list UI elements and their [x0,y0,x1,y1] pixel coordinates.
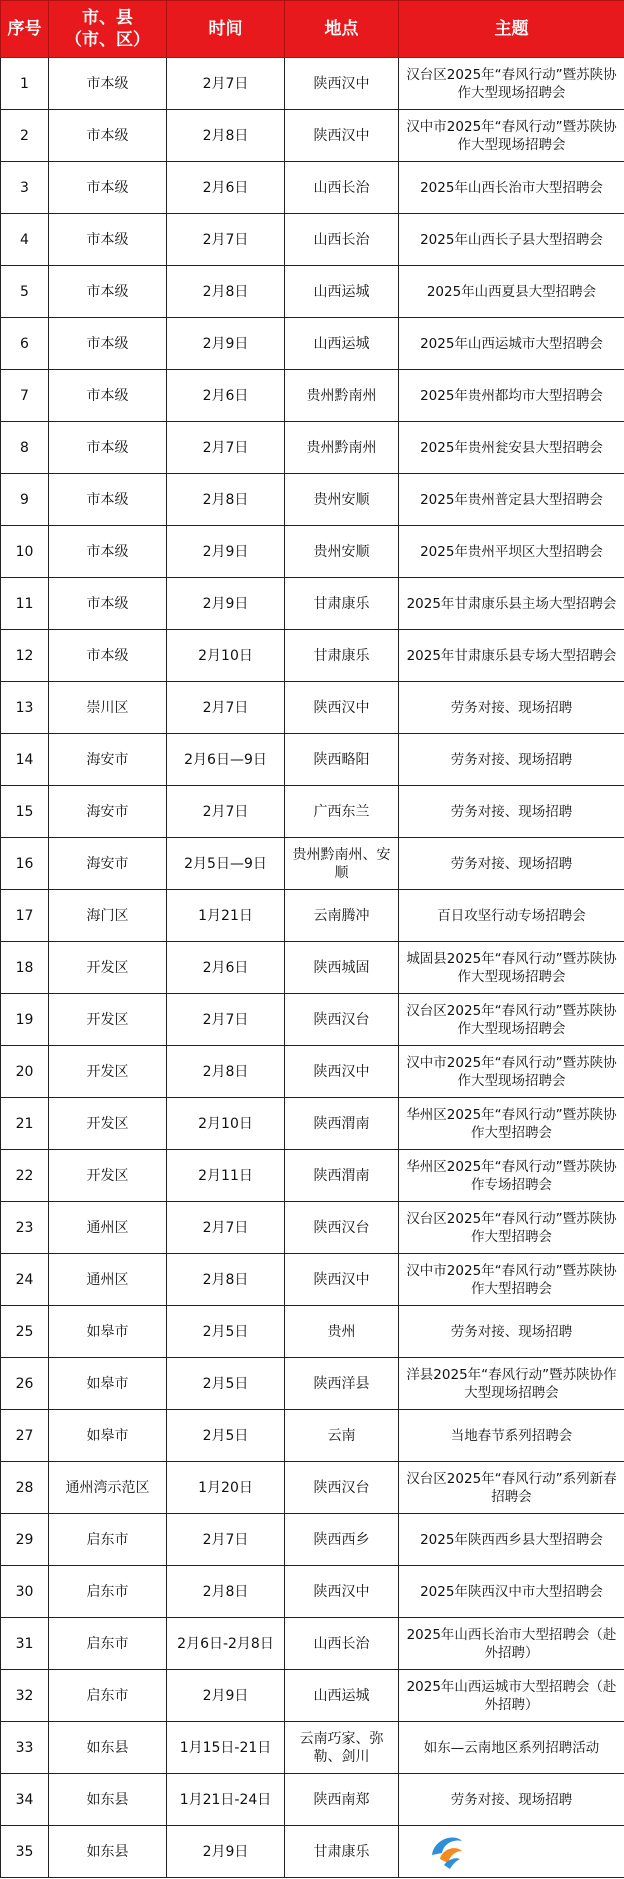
cell-city: 开发区 [49,942,167,994]
table-row [1,994,624,1046]
cell-no: 2 [1,110,49,162]
cell-place: 甘肃康乐 [285,578,399,630]
table-row [1,1098,624,1150]
cell-city: 市本级 [49,110,167,162]
cell-time: 2月7日 [167,786,285,838]
cell-theme: 2025年山西长治市大型招聘会 [399,162,624,214]
cell-place: 陕西略阳 [285,734,399,786]
cell-theme: 劳务对接、现场招聘 [399,786,624,838]
cell-time: 2月6日 [167,370,285,422]
cell-theme: 洋县2025年“春风行动”暨苏陕协作大型现场招聘会 [399,1358,624,1410]
cell-no: 35 [1,1826,49,1878]
cell-time: 2月6日 [167,942,285,994]
table-row [1,1306,624,1358]
header-city: 市、县 （市、区） [49,1,167,58]
cell-time: 2月7日 [167,1514,285,1566]
cell-no: 21 [1,1098,49,1150]
cell-theme: 劳务对接、现场招聘 [399,1774,624,1826]
cell-time: 2月9日 [167,1670,285,1722]
cell-time: 2月7日 [167,58,285,110]
table-row [1,162,624,214]
cell-city: 市本级 [49,266,167,318]
cell-theme: 劳务对接、现场招聘 [399,838,624,890]
cell-theme: 2025年贵州瓮安县大型招聘会 [399,422,624,474]
cell-theme: 汉台区2025年“春风行动”暨苏陕协作大型现场招聘会 [399,994,624,1046]
table-header-row [1,1,624,58]
cell-theme: 汉台区2025年“春风行动”暨苏陕协作大型现场招聘会 [399,58,624,110]
table-row [1,266,624,318]
cell-place: 陕西汉中 [285,1254,399,1306]
cell-no: 33 [1,1722,49,1774]
cell-time: 2月8日 [167,110,285,162]
cell-no: 3 [1,162,49,214]
cell-city: 海安市 [49,838,167,890]
cell-no: 16 [1,838,49,890]
cell-time: 2月5日 [167,1306,285,1358]
cell-place: 山西运城 [285,318,399,370]
cell-city: 市本级 [49,474,167,526]
cell-no: 8 [1,422,49,474]
cell-theme: 劳务对接、现场招聘 [399,734,624,786]
cell-city: 市本级 [49,370,167,422]
cell-time: 1月15日-21日 [167,1722,285,1774]
table-row [1,58,624,110]
cell-theme: 2025年陕西西乡县大型招聘会 [399,1514,624,1566]
table-row [1,1358,624,1410]
watermark-logo-icon [420,1825,472,1877]
cell-no: 32 [1,1670,49,1722]
cell-place: 陕西汉中 [285,110,399,162]
table-row [1,786,624,838]
cell-theme: 当地春节系列招聘会 [399,1410,624,1462]
cell-time: 2月6日-2月8日 [167,1618,285,1670]
cell-no: 19 [1,994,49,1046]
cell-theme: 华州区2025年“春风行动”暨苏陕协作专场招聘会 [399,1150,624,1202]
cell-city: 市本级 [49,578,167,630]
cell-no: 17 [1,890,49,942]
cell-city: 如东县 [49,1826,167,1878]
cell-theme: 2025年山西长子县大型招聘会 [399,214,624,266]
cell-time: 2月7日 [167,682,285,734]
cell-theme: 汉台区2025年“春风行动”系列新春招聘会 [399,1462,624,1514]
cell-city: 如皋市 [49,1410,167,1462]
cell-no: 4 [1,214,49,266]
table-row [1,682,624,734]
cell-place: 陕西渭南 [285,1098,399,1150]
cell-city: 如皋市 [49,1358,167,1410]
table-row [1,1774,624,1826]
cell-city: 开发区 [49,1046,167,1098]
cell-no: 22 [1,1150,49,1202]
cell-place: 山西长治 [285,162,399,214]
table-row [1,1670,624,1722]
cell-place: 陕西汉中 [285,682,399,734]
table-row [1,474,624,526]
cell-city: 海门区 [49,890,167,942]
cell-no: 31 [1,1618,49,1670]
cell-city: 市本级 [49,422,167,474]
cell-no: 9 [1,474,49,526]
cell-city: 开发区 [49,1150,167,1202]
cell-city: 通州湾示范区 [49,1462,167,1514]
cell-city: 启东市 [49,1670,167,1722]
cell-theme: 汉中市2025年“春风行动”暨苏陕协作大型现场招聘会 [399,1046,624,1098]
cell-city: 海安市 [49,786,167,838]
cell-time: 1月21日 [167,890,285,942]
cell-theme: 2025年山西长治市大型招聘会（赴外招聘） [399,1618,624,1670]
cell-no: 7 [1,370,49,422]
cell-no: 18 [1,942,49,994]
cell-theme: 2025年山西运城市大型招聘会（赴外招聘） [399,1670,624,1722]
cell-no: 11 [1,578,49,630]
table-row [1,838,624,890]
cell-city: 启东市 [49,1618,167,1670]
cell-city: 通州区 [49,1254,167,1306]
cell-city: 启东市 [49,1514,167,1566]
cell-place: 陕西西乡 [285,1514,399,1566]
cell-time: 2月9日 [167,318,285,370]
table-row [1,630,624,682]
cell-no: 34 [1,1774,49,1826]
table-row [1,1046,624,1098]
cell-time: 2月9日 [167,578,285,630]
cell-time: 2月8日 [167,1254,285,1306]
cell-no: 1 [1,58,49,110]
cell-place: 陕西汉台 [285,1202,399,1254]
cell-city: 如东县 [49,1774,167,1826]
cell-theme: 城固县2025年“春风行动”暨苏陕协作大型现场招聘会 [399,942,624,994]
cell-time: 2月5日 [167,1358,285,1410]
table-row [1,214,624,266]
cell-place: 陕西汉中 [285,58,399,110]
cell-no: 13 [1,682,49,734]
cell-place: 陕西汉中 [285,1566,399,1618]
cell-place: 山西长治 [285,1618,399,1670]
table-row [1,526,624,578]
table-row [1,318,624,370]
cell-city: 如皋市 [49,1306,167,1358]
cell-time: 2月8日 [167,1566,285,1618]
cell-no: 10 [1,526,49,578]
cell-place: 山西运城 [285,1670,399,1722]
cell-no: 30 [1,1566,49,1618]
cell-theme: 2025年甘肃康乐县专场大型招聘会 [399,630,624,682]
cell-place: 陕西汉台 [285,1462,399,1514]
table-row [1,1254,624,1306]
table-row [1,578,624,630]
cell-place: 云南 [285,1410,399,1462]
table-row [1,942,624,994]
header-no: 序号 [1,1,49,58]
cell-theme: 汉台区2025年“春风行动”暨苏陕协作大型招聘会 [399,1202,624,1254]
cell-time: 2月5日—9日 [167,838,285,890]
cell-theme: 如东—云南地区系列招聘活动 [399,1722,624,1774]
cell-time: 2月9日 [167,1826,285,1878]
cell-theme: 2025年山西运城市大型招聘会 [399,318,624,370]
cell-theme: 百日攻坚行动专场招聘会 [399,890,624,942]
cell-time: 2月7日 [167,214,285,266]
cell-time: 2月9日 [167,526,285,578]
cell-no: 5 [1,266,49,318]
cell-no: 29 [1,1514,49,1566]
cell-place: 云南腾冲 [285,890,399,942]
header-time: 时间 [167,1,285,58]
cell-time: 2月10日 [167,630,285,682]
cell-time: 2月6日 [167,162,285,214]
cell-theme: 2025年陕西汉中市大型招聘会 [399,1566,624,1618]
cell-time: 2月6日—9日 [167,734,285,786]
cell-no: 24 [1,1254,49,1306]
table-row [1,1618,624,1670]
cell-place: 贵州 [285,1306,399,1358]
cell-theme: 劳务对接、现场招聘 [399,1306,624,1358]
cell-theme: 劳务对接、现场招聘 [399,682,624,734]
header-theme: 主题 [399,1,624,58]
table-row [1,1150,624,1202]
cell-no: 20 [1,1046,49,1098]
cell-time: 2月10日 [167,1098,285,1150]
cell-theme: 2025年贵州都均市大型招聘会 [399,370,624,422]
cell-theme: 2025年贵州普定县大型招聘会 [399,474,624,526]
cell-theme: 汉中市2025年“春风行动”暨苏陕协作大型现场招聘会 [399,110,624,162]
cell-place: 陕西汉中 [285,1046,399,1098]
table-row [1,1722,624,1774]
table-row [1,1202,624,1254]
table-row [1,1826,624,1878]
cell-no: 23 [1,1202,49,1254]
cell-place: 贵州黔南州、安顺 [285,838,399,890]
cell-place: 陕西城固 [285,942,399,994]
cell-city: 市本级 [49,58,167,110]
cell-time: 2月5日 [167,1410,285,1462]
cell-place: 甘肃康乐 [285,630,399,682]
cell-city: 市本级 [49,318,167,370]
cell-place: 贵州安顺 [285,526,399,578]
table-row [1,734,624,786]
cell-theme: 2025年甘肃康乐县主场大型招聘会 [399,578,624,630]
table-row [1,890,624,942]
cell-city: 开发区 [49,1098,167,1150]
cell-place: 陕西汉台 [285,994,399,1046]
cell-time: 2月8日 [167,474,285,526]
cell-place: 陕西洋县 [285,1358,399,1410]
cell-no: 6 [1,318,49,370]
cell-place: 陕西渭南 [285,1150,399,1202]
table-row [1,1514,624,1566]
cell-time: 2月11日 [167,1150,285,1202]
cell-theme: 2025年山西夏县大型招聘会 [399,266,624,318]
cell-time: 2月7日 [167,422,285,474]
cell-no: 14 [1,734,49,786]
cell-city: 启东市 [49,1566,167,1618]
header-place: 地点 [285,1,399,58]
cell-no: 27 [1,1410,49,1462]
cell-city: 市本级 [49,214,167,266]
cell-city: 开发区 [49,994,167,1046]
cell-place: 广西东兰 [285,786,399,838]
cell-place: 甘肃康乐 [285,1826,399,1878]
cell-city: 市本级 [49,162,167,214]
cell-place: 山西长治 [285,214,399,266]
cell-time: 2月8日 [167,1046,285,1098]
table-row [1,1410,624,1462]
table-row [1,370,624,422]
cell-city: 市本级 [49,630,167,682]
cell-time: 2月8日 [167,266,285,318]
table-row [1,1462,624,1514]
cell-theme: 2025年贵州平坝区大型招聘会 [399,526,624,578]
table-row [1,422,624,474]
cell-place: 贵州安顺 [285,474,399,526]
cell-city: 市本级 [49,526,167,578]
cell-city: 通州区 [49,1202,167,1254]
cell-place: 贵州黔南州 [285,370,399,422]
cell-place: 云南巧家、弥勒、剑川 [285,1722,399,1774]
cell-city: 如东县 [49,1722,167,1774]
cell-place: 山西运城 [285,266,399,318]
cell-no: 28 [1,1462,49,1514]
cell-time: 2月7日 [167,994,285,1046]
cell-theme: 汉中市2025年“春风行动”暨苏陕协作大型招聘会 [399,1254,624,1306]
cell-no: 26 [1,1358,49,1410]
cell-place: 陕西南郑 [285,1774,399,1826]
table-row [1,1566,624,1618]
cell-theme: 华州区2025年“春风行动”暨苏陕协作大型招聘会 [399,1098,624,1150]
cell-city: 海安市 [49,734,167,786]
table-row [1,110,624,162]
cell-no: 15 [1,786,49,838]
cell-time: 1月21日-24日 [167,1774,285,1826]
cell-time: 2月7日 [167,1202,285,1254]
cell-place: 贵州黔南州 [285,422,399,474]
cell-no: 12 [1,630,49,682]
cell-time: 1月20日 [167,1462,285,1514]
table-body [1,58,624,1878]
cell-no: 25 [1,1306,49,1358]
cell-city: 崇川区 [49,682,167,734]
